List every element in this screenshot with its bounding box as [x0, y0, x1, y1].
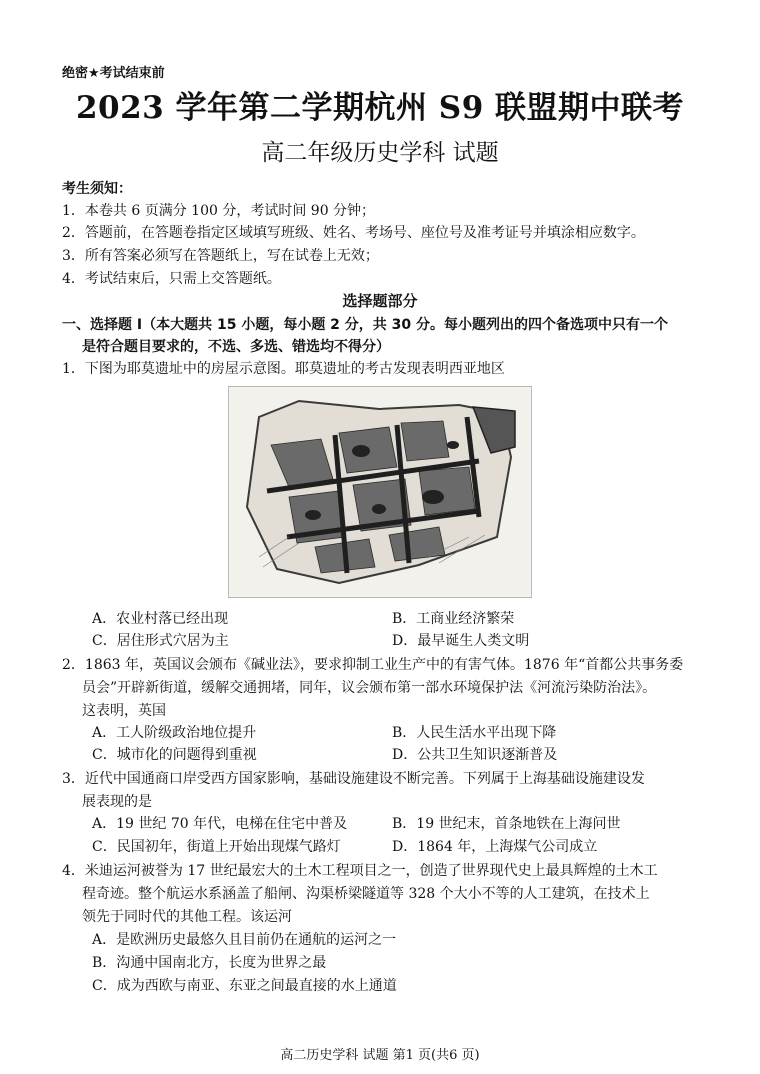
question-3-option-a: A．19 世纪 70 年代，电梯在住宅中普及	[92, 816, 348, 832]
notice-heading: 考生须知：	[62, 181, 132, 197]
question-1-option-c: C．居住形式穴居为主	[92, 633, 229, 649]
notice-item: 3．所有答案必须写在答题纸上，写在试卷上无效；	[62, 248, 379, 264]
notice-item: 2．答题前，在答题卷指定区域填写班级、姓名、考场号、座位号及准考证号并填涂相应数字。	[62, 225, 645, 241]
question-3-stem: 展表现的是	[82, 794, 152, 810]
question-4-stem: 程奇迹。整个航运水系涵盖了船闸、沟渠桥梁隧道等 328 个大小不等的人工建筑，在技术上	[82, 886, 650, 902]
question-4-stem: 4．米迪运河被誉为 17 世纪最宏大的土木工程项目之一，创造了世界现代史上最具辉煌的土木工	[62, 863, 658, 879]
question-4-option-c: C．成为西欧与南亚、东亚之间最直接的水上通道	[92, 978, 397, 994]
yemo-site-house-diagram	[228, 386, 532, 598]
notice-item: 4．考试结束后，只需上交答题纸。	[62, 271, 281, 287]
question-1-option-a: A．农业村落已经出现	[92, 611, 229, 627]
question-4-stem: 领先于同时代的其他工程。该运河	[82, 909, 292, 925]
question-3-option-d: D．1864 年，上海煤气公司成立	[392, 839, 598, 855]
question-2-stem: 这表明，英国	[82, 703, 166, 719]
question-4-option-a: A．是欧洲历史最悠久且目前仍在通航的运河之一	[92, 932, 397, 948]
question-2-option-a: A．工人阶级政治地位提升	[92, 725, 257, 741]
notice-item: 1．本卷共 6 页满分 100 分，考试时间 90 分钟；	[62, 203, 376, 219]
section-title: 选择题部分	[342, 292, 418, 310]
confidential-label: 绝密★考试结束前	[62, 66, 165, 81]
question-2-option-b: B．人民生活水平出现下降	[392, 725, 557, 741]
question-2-option-d: D．公共卫生知识逐渐普及	[392, 747, 558, 763]
site-plan-drawing	[229, 387, 531, 597]
exam-title: 2023 学年第二学期杭州 S9 联盟期中联考	[75, 90, 685, 126]
question-3-option-b: B．19 世纪末，首条地铁在上海问世	[392, 816, 621, 832]
question-1-stem: 1．下图为耶莫遗址中的房屋示意图。耶莫遗址的考古发现表明西亚地区	[62, 361, 505, 377]
section-instruction: 一、选择题 I（本大题共 15 小题，每小题 2 分，共 30 分。每小题列出的四个备选项中只有一个	[62, 317, 669, 333]
question-2-option-c: C．城市化的问题得到重视	[92, 747, 257, 763]
section-instruction: 是符合题目要求的，不选、多选、错选均不得分）	[82, 339, 390, 355]
question-2-stem: 员会”开辟新街道，缓解交通拥堵，同年，议会颁布第一部水环境保护法《河流污染防治法》。	[82, 680, 657, 696]
question-1-option-b: B．工商业经济繁荣	[392, 611, 515, 627]
exam-subtitle: 高二年级历史学科 试题	[261, 140, 499, 166]
question-3-stem: 3．近代中国通商口岸受西方国家影响，基础设施建设不断完善。下列属于上海基础设施建设发	[62, 771, 645, 787]
question-2-stem: 2．1863 年，英国议会颁布《碱业法》，要求抑制工业生产中的有害气体。1876 年“首都公共事务委	[62, 657, 684, 673]
question-4-option-b: B．沟通中国南北方，长度为世界之最	[92, 955, 327, 971]
page-footer: 高二历史学科 试题 第1 页(共6 页)	[280, 1048, 480, 1063]
question-1-option-d: D．最早诞生人类文明	[392, 633, 530, 649]
question-3-option-c: C．民国初年，街道上开始出现煤气路灯	[92, 839, 341, 855]
